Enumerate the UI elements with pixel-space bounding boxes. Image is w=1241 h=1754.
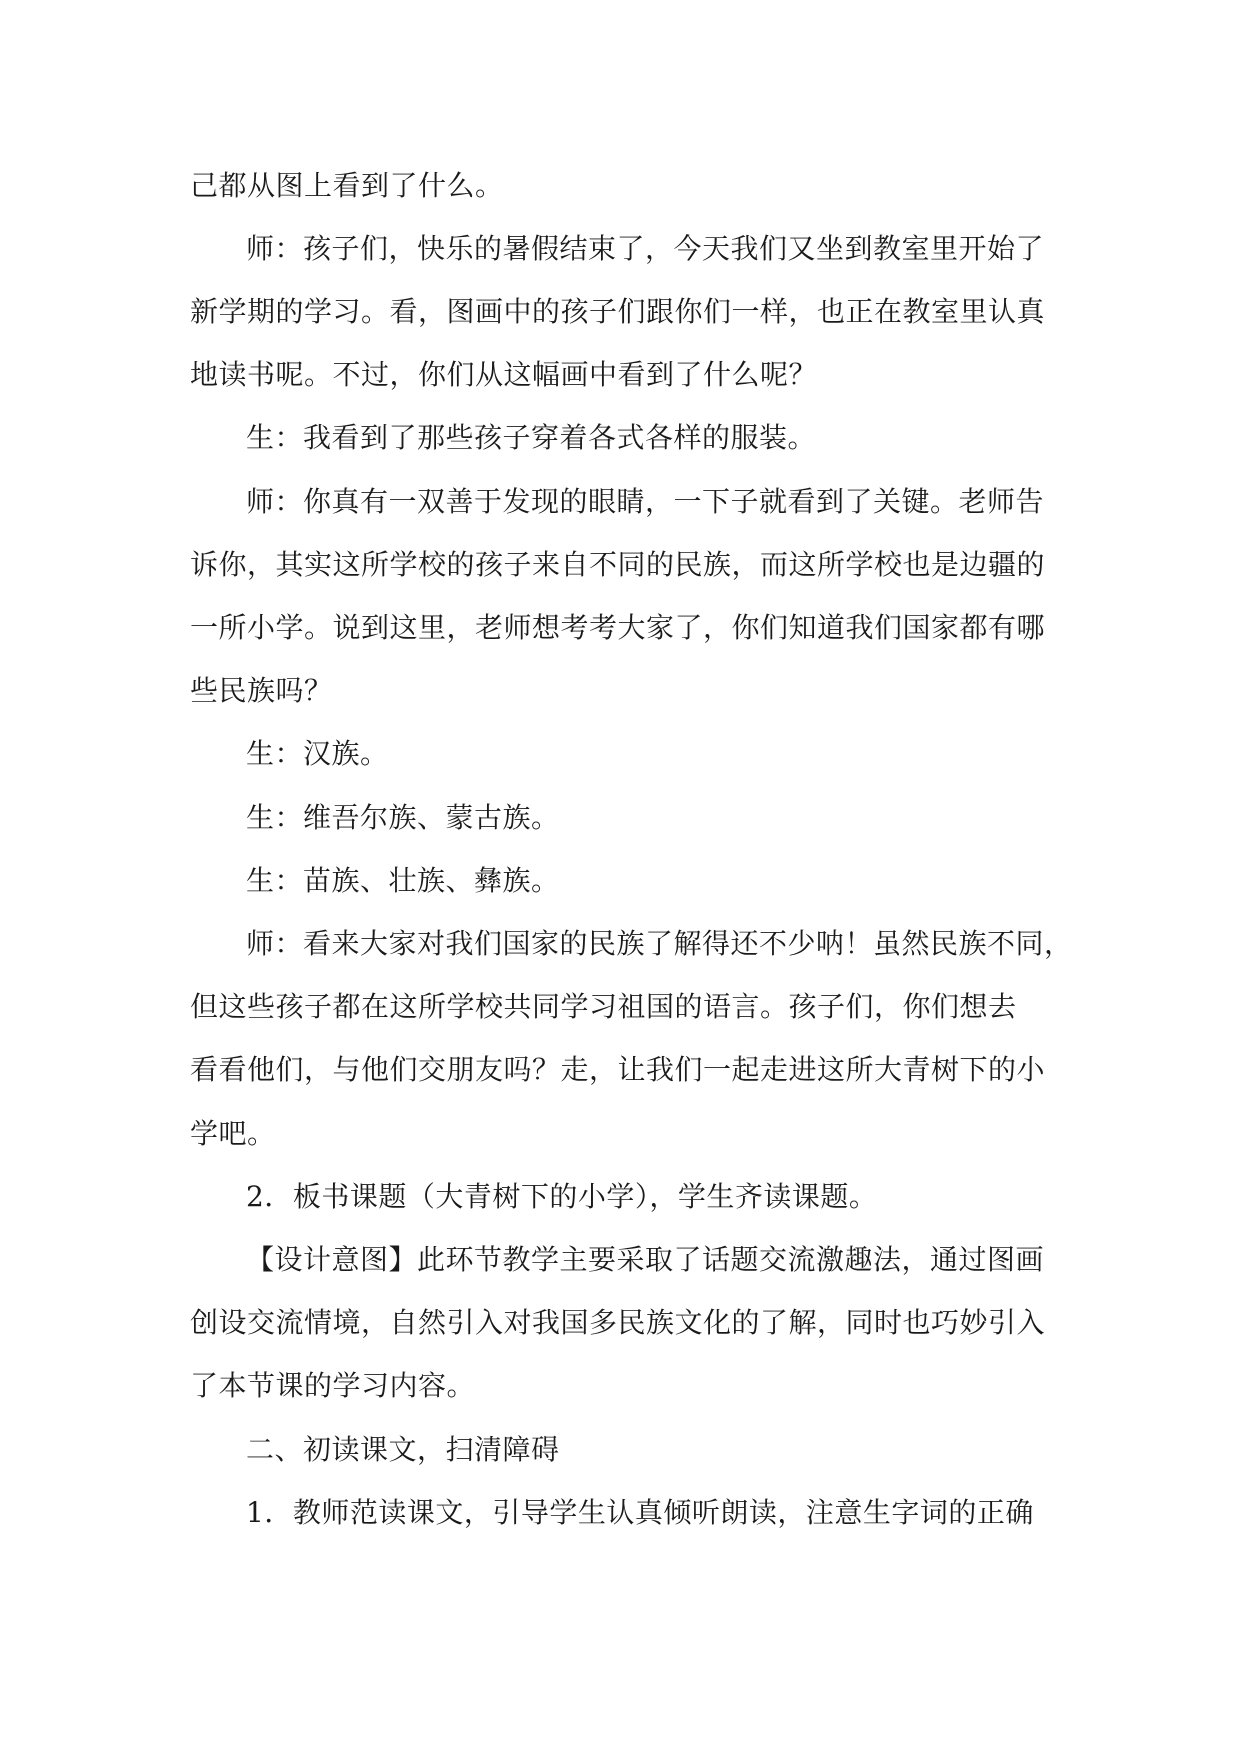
text-line: 1．教师范读课文，引导学生认真倾听朗读，注意生字词的正确 <box>246 1496 1034 1529</box>
text-line: 己都从图上看到了什么。 <box>190 169 504 202</box>
text-line: 新学期的学习。看，图画中的孩子们跟你们一样，也正在教室里认真 <box>190 295 1046 328</box>
text-line: 诉你，其实这所学校的孩子来自不同的民族，而这所学校也是边疆的 <box>190 548 1046 581</box>
text-line: 2．板书课题（大青树下的小学），学生齐读课题。 <box>246 1180 878 1213</box>
text-line: 生：维吾尔族、蒙古族。 <box>246 801 560 834</box>
text-line: 师：孩子们，快乐的暑假结束了，今天我们又坐到教室里开始了 <box>246 232 1045 265</box>
text-line: 学吧。 <box>190 1117 276 1150</box>
text-line: 但这些孩子都在这所学校共同学习祖国的语言。孩子们，你们想去 <box>190 990 1017 1023</box>
text-line: 看看他们，与他们交朋友吗？走，让我们一起走进这所大青树下的小 <box>190 1053 1046 1086</box>
text-line: 【设计意图】此环节教学主要采取了话题交流激趣法，通过图画 <box>246 1243 1045 1276</box>
text-line: 师：你真有一双善于发现的眼睛，一下子就看到了关键。老师告 <box>246 485 1045 518</box>
section-heading: 二、初读课文，扫清障碍 <box>246 1433 560 1466</box>
text-line: 了本节课的学习内容。 <box>190 1369 476 1402</box>
text-line: 些民族吗？ <box>190 674 333 707</box>
text-line: 生：我看到了那些孩子穿着各式各样的服装。 <box>246 421 817 454</box>
text-line: 生：汉族。 <box>246 737 389 770</box>
text-line: 师：看来大家对我们国家的民族了解得还不少呐！虽然民族不同， <box>246 927 1073 960</box>
text-line: 地读书呢。不过，你们从这幅画中看到了什么呢？ <box>190 358 818 391</box>
text-line: 生：苗族、壮族、彝族。 <box>246 864 560 897</box>
text-line: 创设交流情境，自然引入对我国多民族文化的了解，同时也巧妙引入 <box>190 1306 1046 1339</box>
text-line: 一所小学。说到这里，老师想考考大家了，你们知道我们国家都有哪 <box>190 611 1046 644</box>
